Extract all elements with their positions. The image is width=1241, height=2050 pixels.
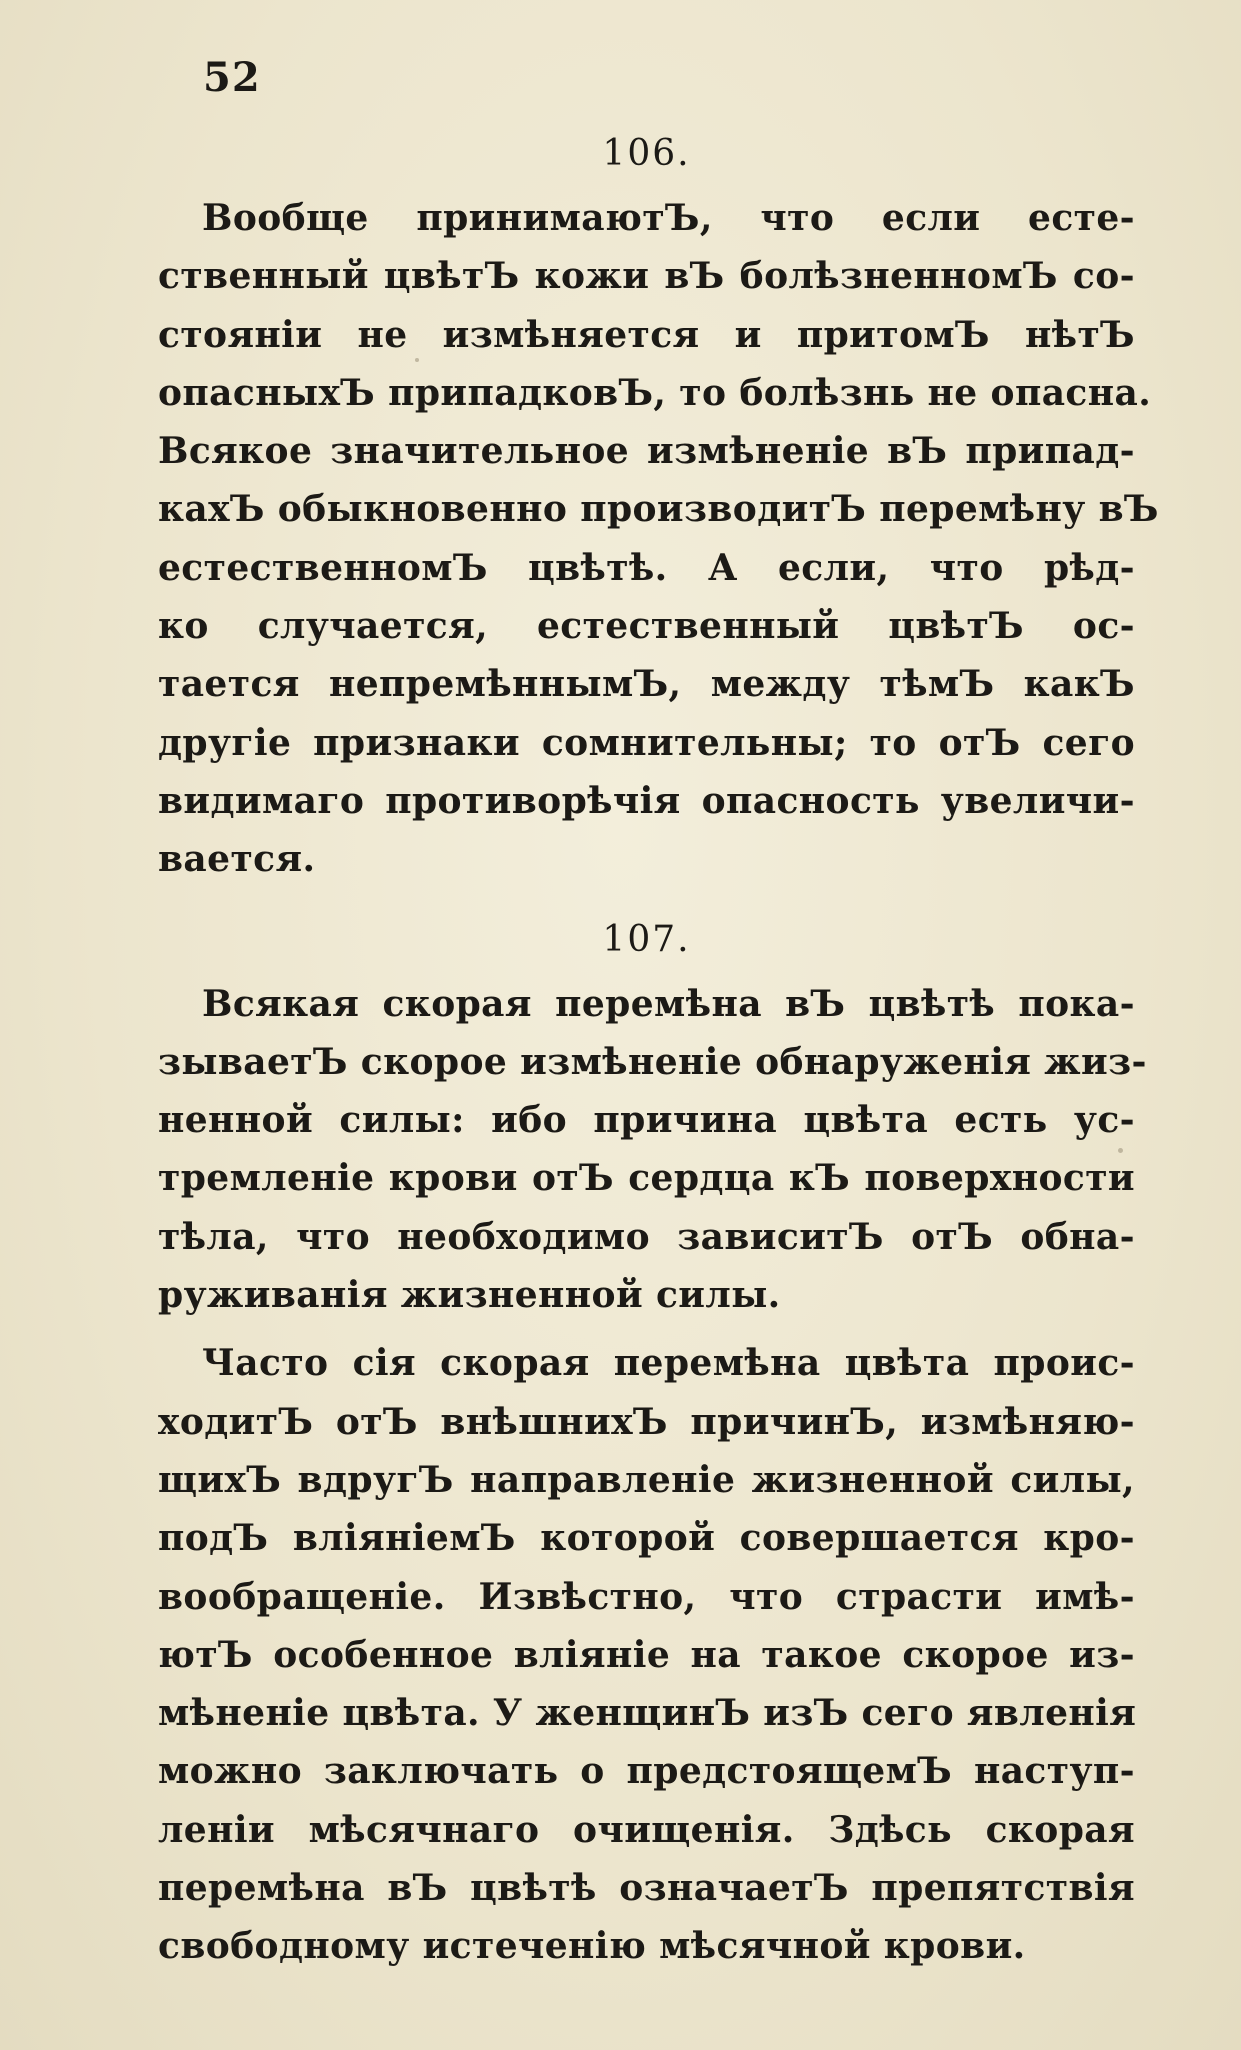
paper-speck bbox=[1118, 1148, 1123, 1153]
text-line: вается. bbox=[158, 838, 316, 881]
text-line: ненной силы: ибо причина цвѣта есть ус- bbox=[158, 1099, 1135, 1142]
text-line: вообращеніе. Извѣстно, что страсти имѣ- bbox=[158, 1575, 1135, 1618]
page-number: 52 bbox=[203, 54, 261, 101]
text-line: ко случается, естественный цвѣтЪ ос- bbox=[158, 605, 1135, 648]
text-line: тремленіе крови отЪ сердца кЪ поверхности bbox=[158, 1157, 1135, 1200]
paragraph-gap bbox=[158, 1324, 1135, 1334]
text-line: ютЪ особенное вліяніе на такое скорое из- bbox=[158, 1633, 1135, 1676]
text-line: кахЪ обыкновенно производитЪ перемѣну вЪ bbox=[158, 488, 1159, 531]
text-line: перемѣна вЪ цвѣтѣ означаетЪ препятствія bbox=[158, 1867, 1135, 1910]
text-line: Всякое значительное измѣненіе вЪ припад- bbox=[158, 430, 1135, 473]
text-line: подЪ вліяніемЪ которой совершается кро- bbox=[158, 1517, 1135, 1560]
text-line: ственный цвѣтЪ кожи вЪ болѣзненномЪ со- bbox=[158, 255, 1135, 298]
text-line: Всякая скорая перемѣна вЪ цвѣтѣ пока- bbox=[202, 982, 1135, 1025]
text-line: естественномЪ цвѣтѣ. А если, что рѣд- bbox=[158, 546, 1135, 589]
paragraph bbox=[158, 1334, 1135, 1975]
text-line: видимаго противорѣчія опасность увеличи- bbox=[158, 779, 1135, 822]
text-line: другіе признаки сомнительны; то отЪ сего bbox=[158, 721, 1135, 764]
page-text bbox=[158, 125, 1159, 1976]
text-line: Вообще принимаютЪ, что если есте- bbox=[202, 197, 1135, 239]
text-line: щихЪ вдругЪ направленіе жизненной силы, bbox=[158, 1458, 1135, 1501]
text-line: тается непремѣннымЪ, между тѣмЪ какЪ bbox=[158, 663, 1135, 706]
section-number: 107. bbox=[602, 918, 691, 960]
text-line: леніи мѣсячнаго очищенія. Здѣсь скорая bbox=[158, 1808, 1135, 1851]
text-line: стояніи не измѣняется и притомЪ нѣтЪ bbox=[158, 313, 1135, 356]
section-gap bbox=[158, 889, 1135, 911]
text-line: мѣненіе цвѣта. У женщинЪ изЪ сего явленія bbox=[158, 1692, 1137, 1735]
section-number: 106. bbox=[602, 133, 691, 174]
text-line: тѣла, что необходимо зависитЪ отЪ обна- bbox=[158, 1215, 1135, 1258]
text-line: опасныхЪ припадковЪ, то болѣзнь не опасна. bbox=[158, 371, 1152, 414]
text-line: Часто сія скорая перемѣна цвѣта проис- bbox=[202, 1342, 1135, 1385]
paragraph bbox=[158, 975, 1147, 1325]
paper-speck bbox=[415, 358, 419, 362]
text-line: руживанія жизненной силы. bbox=[158, 1274, 781, 1317]
text-line: ходитЪ отЪ внѣшнихЪ причинЪ, измѣняю- bbox=[158, 1400, 1135, 1443]
paragraph bbox=[158, 189, 1159, 889]
text-line: свободному истеченію мѣсячной крови. bbox=[158, 1925, 1026, 1968]
text-line: зываетЪ скорое измѣненіе обнаруженія жиз- bbox=[158, 1040, 1147, 1083]
text-line: можно заключать о предстоящемЪ наступ- bbox=[158, 1750, 1135, 1793]
